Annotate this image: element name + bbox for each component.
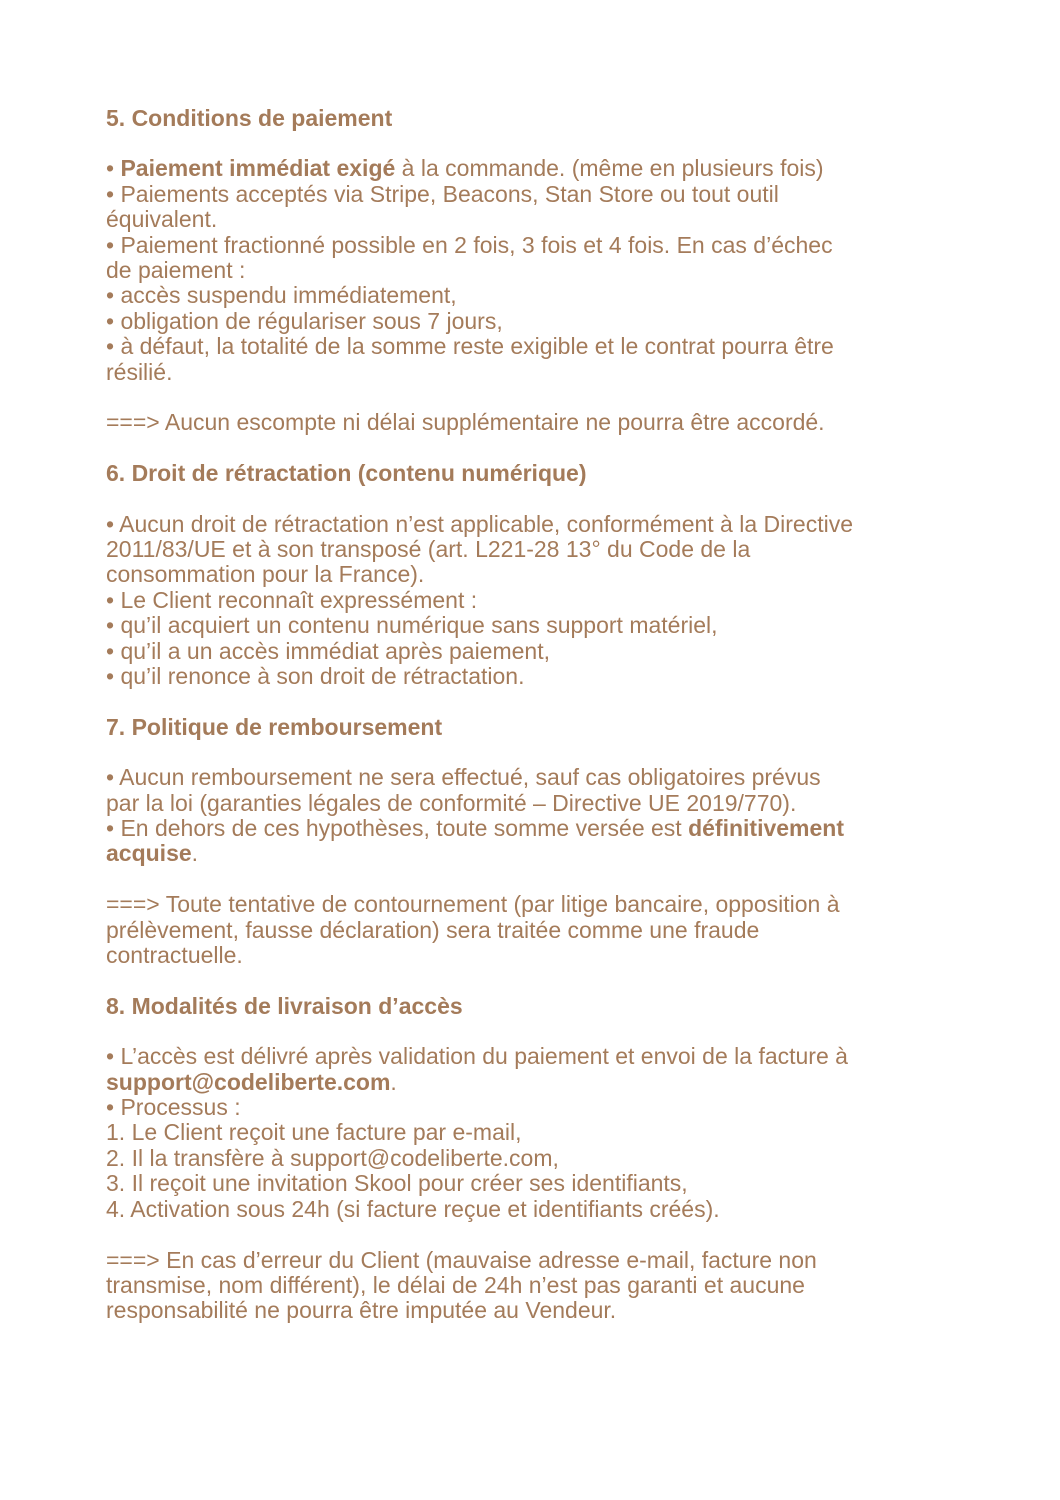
text-run: 4. Activation sous 24h (si facture reçue et identifiants créés). <box>106 1195 720 1222</box>
text-run: • L’accès est délivré après validation du paiement et envoi de la facture à <box>106 1043 848 1070</box>
text-run: de paiement : <box>106 257 246 284</box>
spacer <box>106 385 966 410</box>
text-run: 2011/83/UE et à son transposé (art. L221-28 13° du Code de la <box>106 536 751 563</box>
text-run: • Le Client reconnaît expressément : <box>106 586 478 613</box>
section-5 <box>106 106 966 461</box>
text-run: 3. Il reçoit une invitation Skool pour créer ses identifiants, <box>106 1170 688 1197</box>
paragraph-line <box>106 765 966 790</box>
paragraph-line <box>106 233 966 258</box>
note-line: contractuelle. <box>106 942 243 969</box>
paragraph-line <box>106 1146 966 1171</box>
section-7 <box>106 715 966 994</box>
paragraph-line <box>106 360 966 385</box>
paragraph-line <box>106 207 966 232</box>
paragraph-line <box>106 334 966 359</box>
bold-text: Paiement immédiat exigé <box>120 155 396 182</box>
section-6 <box>106 461 966 715</box>
text-run: • qu’il acquiert un contenu numérique sans support matériel, <box>106 612 718 639</box>
section-title: 6. Droit de rétractation (contenu numérique) <box>106 460 587 487</box>
paragraph-line <box>106 1120 966 1145</box>
bold-text: définitivement <box>688 815 845 842</box>
note-line: prélèvement, fausse déclaration) sera traitée comme une fraude <box>106 916 760 943</box>
text-run: consommation pour la France). <box>106 561 425 588</box>
paragraph-line <box>106 791 966 816</box>
spacer <box>106 131 966 156</box>
text-run: . <box>390 1068 397 1095</box>
spacer <box>106 968 966 993</box>
text-run: • Paiement fractionné possible en 2 fois, 3 fois et 4 fois. En cas d’échec <box>106 231 833 258</box>
document-content <box>106 106 966 1349</box>
text-run: • à défaut, la totalité de la somme reste exigible et le contrat pourra être <box>106 333 834 360</box>
section-title: 8. Modalités de livraison d’accès <box>106 992 463 1019</box>
paragraph-line <box>106 258 966 283</box>
text-run: à la commande. (même en plusieurs fois) <box>395 155 824 182</box>
paragraph-line <box>106 613 966 638</box>
paragraph-line <box>106 309 966 334</box>
spacer <box>106 1222 966 1247</box>
paragraph-line <box>106 1070 966 1095</box>
spacer <box>106 689 966 714</box>
spacer <box>106 1019 966 1044</box>
note-line: ===> Aucun escompte ni délai supplémentaire ne pourra être accordé. <box>106 409 825 436</box>
text-run: • Aucun droit de rétractation n’est applicable, conformément à la Directive <box>106 510 853 537</box>
text-run: . <box>191 840 199 867</box>
note-line: ===> Toute tentative de contournement (par litige bancaire, opposition à <box>106 891 840 918</box>
text-run: par la loi (garanties légales de conformité – Directive UE 2019/770). <box>106 789 797 816</box>
paragraph-line <box>106 1197 966 1222</box>
text-run: 2. Il la transfère à support@codeliberte.com, <box>106 1144 559 1171</box>
spacer <box>106 867 966 892</box>
spacer <box>106 486 966 511</box>
text-run: • Aucun remboursement ne sera effectué, sauf cas obligatoires prévus <box>106 764 821 791</box>
text-run: • qu’il a un accès immédiat après paiement, <box>106 637 550 664</box>
paragraph-line <box>106 841 966 866</box>
section-title: 7. Politique de remboursement <box>106 713 443 740</box>
text-run: • accès suspendu immédiatement, <box>106 282 457 309</box>
text-run: équivalent. <box>106 206 218 233</box>
spacer <box>106 436 966 461</box>
paragraph-line <box>106 1044 966 1069</box>
text-run: • En dehors de ces hypothèses, toute somme versée est <box>106 815 689 842</box>
paragraph-line <box>106 1095 966 1120</box>
note-line: responsabilité ne pourra être imputée au Vendeur. <box>106 1297 617 1324</box>
paragraph-line <box>106 537 966 562</box>
text-run: • obligation de régulariser sous 7 jours, <box>106 307 503 334</box>
paragraph-line <box>106 816 966 841</box>
paragraph-line <box>106 512 966 537</box>
bold-text: support@codeliberte.com <box>106 1068 391 1095</box>
text-run: résilié. <box>106 358 173 385</box>
paragraph-line <box>106 639 966 664</box>
text-run: • qu’il renonce à son droit de rétractation. <box>106 663 525 690</box>
paragraph-line <box>106 283 966 308</box>
text-run: • Paiements acceptés via Stripe, Beacons, Stan Store ou tout outil <box>106 180 779 207</box>
section-title: 5. Conditions de paiement <box>106 105 393 131</box>
paragraph-line <box>106 588 966 613</box>
paragraph-line <box>106 562 966 587</box>
paragraph-line <box>106 664 966 689</box>
paragraph-line <box>106 1171 966 1196</box>
spacer <box>106 740 966 765</box>
section-8 <box>106 994 966 1349</box>
note-line: ===> En cas d’erreur du Client (mauvaise adresse e-mail, facture non <box>106 1246 817 1273</box>
spacer <box>106 1324 966 1349</box>
text-run: • <box>106 155 121 182</box>
paragraph-line <box>106 182 966 207</box>
paragraph-line <box>106 156 966 181</box>
note-line: transmise, nom différent), le délai de 24h n’est pas garanti et aucune <box>106 1271 805 1298</box>
bold-text: acquise <box>106 840 192 867</box>
text-run: 1. Le Client reçoit une facture par e-mail, <box>106 1119 522 1146</box>
text-run: • Processus : <box>106 1094 241 1121</box>
